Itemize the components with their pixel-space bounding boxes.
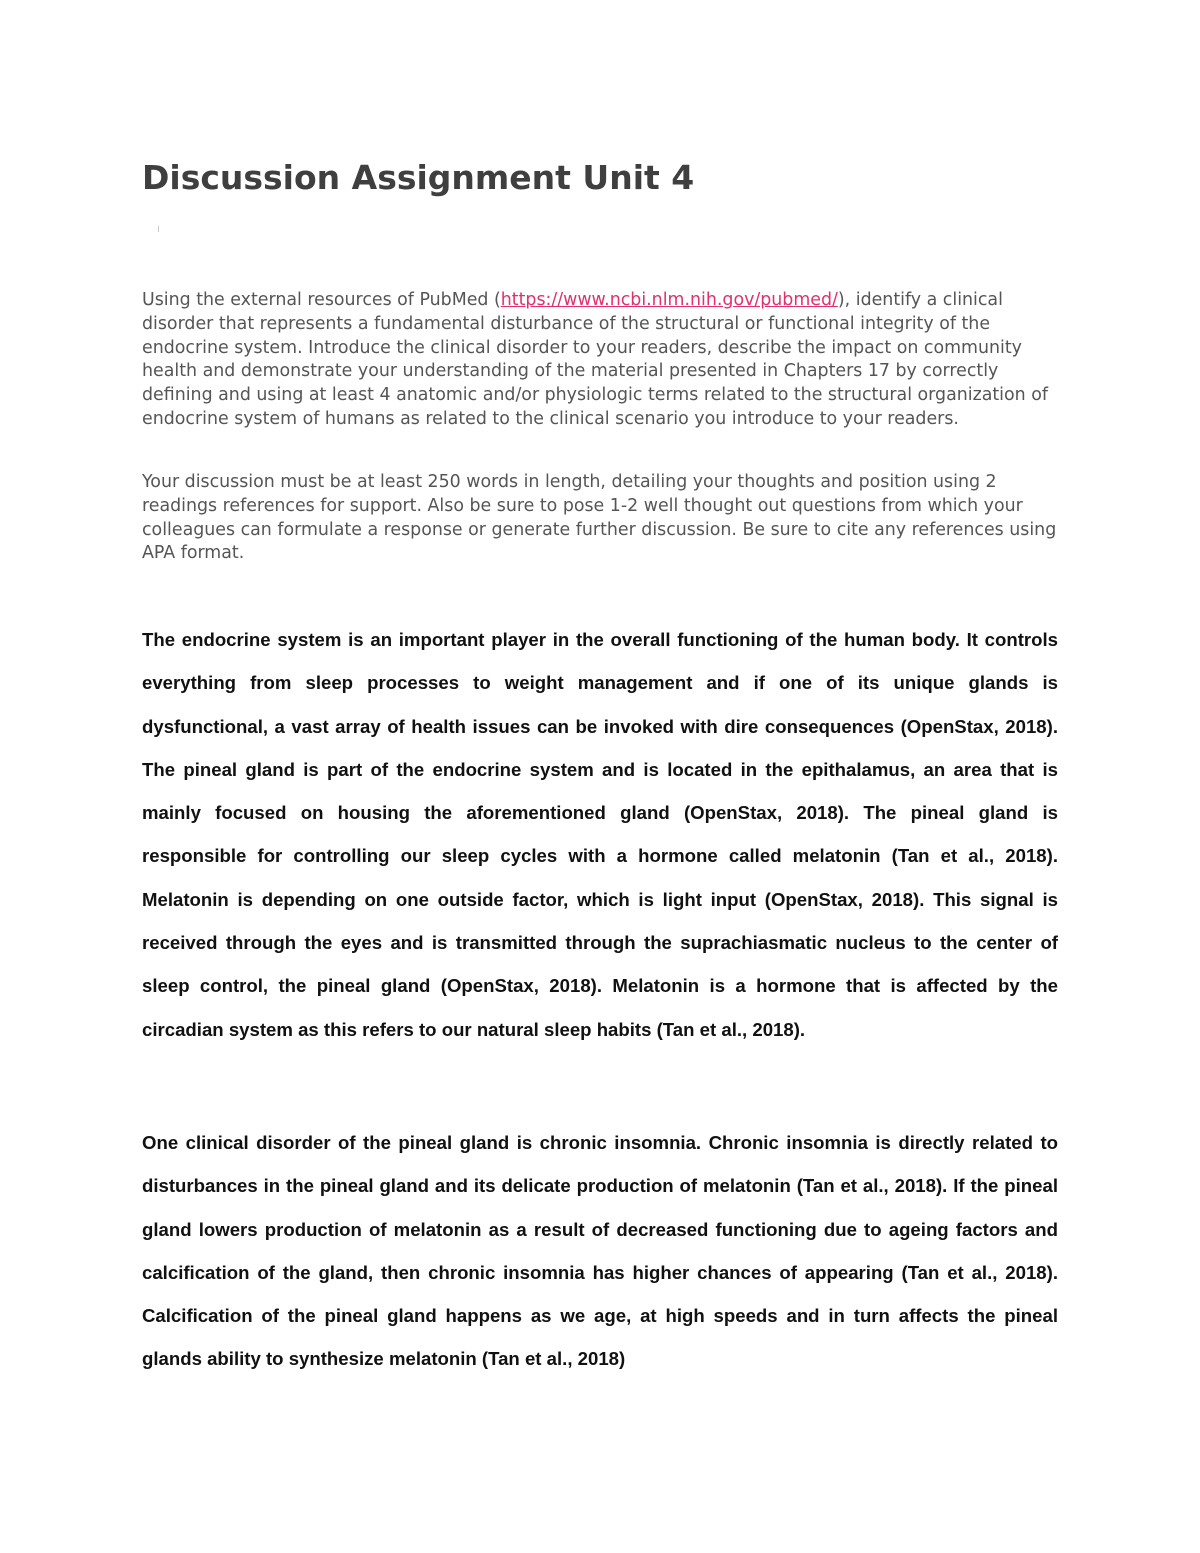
answer-paragraph-2: One clinical disorder of the pineal gland is chronic insomnia. Chronic insomnia is directly related to disturbances in the pineal gland and its delicate production of melatonin (Tan et al., 2018). If the pineal gland lowers production of melatonin as a result of decreased functioning due to ageing factors and calcification of the gland, then chronic insomnia has higher chances of appearing (Tan et al., 2018). Calcification of the pineal gland happens as we age, at high speeds and in turn affects the pineal glands ability to synthesize melatonin (Tan et al., 2018) xyxy=(142,1132,1058,1370)
prompt-paragraph-2: Your discussion must be at least 250 words in length, detailing your thoughts and position using 2 readings references for support. Also be sure to pose 1-2 well thought out questions from which your colleagues can formulate a response or generate further discussion. Be sure to cite any references using APA format. xyxy=(142,472,1057,564)
prompt-text-after-link: ), identify a clinical disorder that represents a fundamental disturbance of the structural or functional integrity of the endocrine system. Introduce the clinical disorder to your readers, describe the impact on community health and demonstrate your understanding of the material presented in Chapters 17 by correctly defining and using at least 4 anatomic and/or physiologic terms related to the structural organization of endocrine system of humans as related to the clinical scenario you introduce to your readers. xyxy=(142,290,1048,429)
pubmed-link[interactable]: https://www.ncbi.nlm.nih.gov/pubmed/ xyxy=(500,290,838,310)
prompt-text-before-link: Using the external resources of PubMed ( xyxy=(142,290,501,310)
document-title: Discussion Assignment Unit 4 xyxy=(142,158,695,197)
cursor-mark xyxy=(158,226,159,232)
prompt-paragraph-1 xyxy=(142,289,1072,432)
answer-paragraph-1: The endocrine system is an important player in the overall functioning of the human body. It controls everything from sleep processes to weight management and if one of its unique glands is dysfunctional, a vast array of health issues can be invoked with dire consequences (OpenStax, 2018). The pineal gland is part of the endocrine system and is located in the epithalamus, an area that is mainly focused on housing the aforementioned gland (OpenStax, 2018). The pineal gland is responsible for controlling our sleep cycles with a hormone called melatonin (Tan et al., 2018). Melatonin is depending on one outside factor, which is light input (OpenStax, 2018). This signal is received through the eyes and is transmitted through the suprachiasmatic nucleus to the center of sleep control, the pineal gland (OpenStax, 2018). Melatonin is a hormone that is affected by the circadian system as this refers to our natural sleep habits (Tan et al., 2018). xyxy=(142,629,1058,1040)
